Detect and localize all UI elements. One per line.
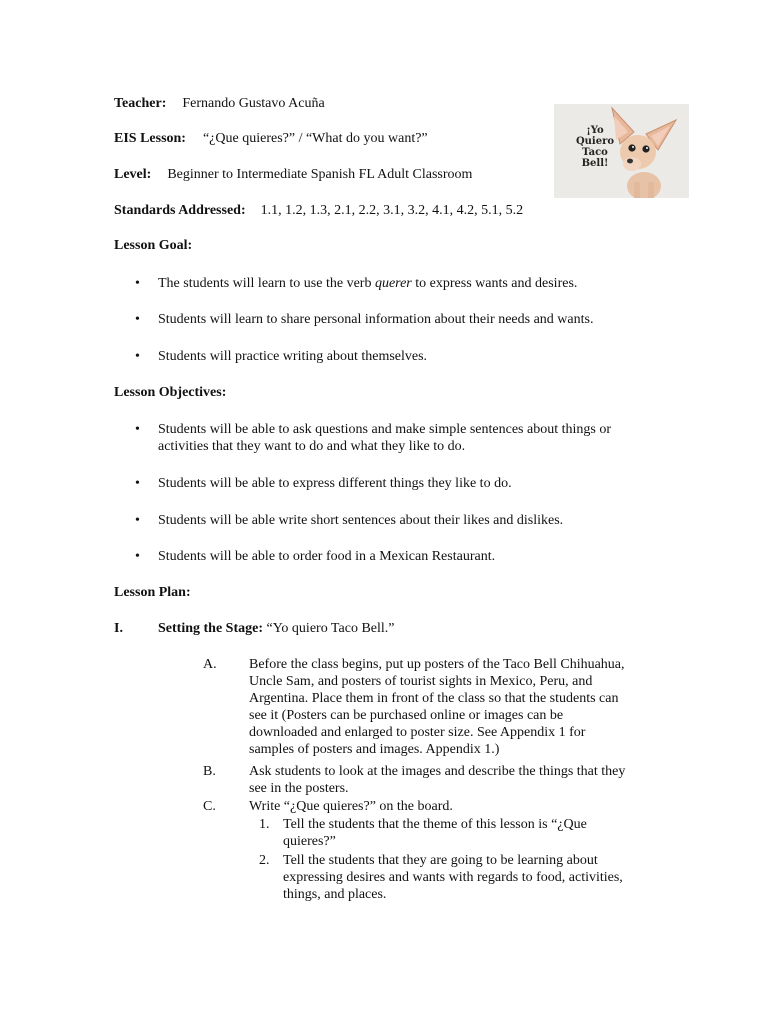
lesson-goal-heading: Lesson Goal: <box>114 238 193 253</box>
lesson-objectives-heading: Lesson Objectives: <box>114 385 227 400</box>
subitem-2-marker: 2. <box>259 853 270 868</box>
subitem-1-marker: 1. <box>259 817 270 832</box>
chihuahua-dog-icon <box>554 104 689 198</box>
goal-item-1: The students will learn to use the verb querer to express wants and desires. <box>158 276 578 291</box>
bullet-marker: • <box>135 476 140 491</box>
bullet-marker: • <box>135 312 140 327</box>
item-a-marker: A. <box>203 657 217 672</box>
bullet-marker: • <box>135 422 140 437</box>
subitem-1-text: Tell the students that the theme of this lesson is “¿Que quieres?” <box>283 817 587 849</box>
bullet-marker: • <box>135 513 140 528</box>
teacher-label: Teacher: <box>114 96 167 111</box>
objective-item-2: Students will be able to express different things they like to do. <box>158 476 512 491</box>
teacher-value: Fernando Gustavo Acuña <box>182 96 325 111</box>
image-caption: ¡Yo Quiero Taco Bell! <box>575 125 615 169</box>
eis-lesson-label: EIS Lesson: <box>114 131 186 146</box>
querer-verb: querer <box>374 276 412 291</box>
goal-item-3: Students will practice writing about themselves. <box>158 349 428 364</box>
section-number: I. <box>114 621 123 636</box>
teacher-row <box>114 95 325 112</box>
section-value: “Yo quiero Taco Bell.” <box>266 621 395 636</box>
bullet-marker: • <box>135 349 140 364</box>
standards-label: Standards Addressed: <box>114 203 246 218</box>
item-b-marker: B. <box>203 764 216 779</box>
bullet-marker: • <box>135 549 140 564</box>
objective-item-4: Students will be able to order food in a Mexican Restaurant. <box>158 549 496 564</box>
lesson-plan-heading: Lesson Plan: <box>114 585 191 600</box>
goal-item-2: Students will learn to share personal information about their needs and wants. <box>158 312 594 327</box>
eis-lesson-value: “¿Que quieres?” / “What do you want?” <box>202 131 428 146</box>
item-c-marker: C. <box>203 799 216 814</box>
subitem-2-text: Tell the students that they are going to be learning about expressing desires and wants with regards to food, activities, things, and places. <box>283 853 623 902</box>
section-label: Setting the Stage: <box>158 621 263 636</box>
objective-item-1: Students will be able to ask questions and make simple sentences about things or activities that they want to do and what they like to do. <box>158 422 611 454</box>
objective-item-3: Students will be able write short sentences about their likes and dislikes. <box>158 513 564 528</box>
item-b-text: Ask students to look at the images and describe the things that they see in the posters. <box>249 764 626 796</box>
bullet-marker: • <box>135 276 140 291</box>
level-row <box>114 166 472 183</box>
standards-row <box>114 202 523 219</box>
level-label: Level: <box>114 167 152 182</box>
eis-lesson-row <box>114 130 428 147</box>
item-c-text: Write “¿Que quieres?” on the board. <box>249 799 453 814</box>
item-a-text: Before the class begins, put up posters of the Taco Bell Chihuahua, Uncle Sam, and posters of tourist sights in Mexico, Peru, and Argentina. Place them in front of the class so that the students can see it (Posters can be purchased online or images can be downloaded and enlarged to poster size. See Appendix 1 for samples of posters and images. Appendix 1.) <box>249 657 625 757</box>
level-value: Beginner to Intermediate Spanish FL Adult Classroom <box>167 167 473 182</box>
chihuahua-image <box>554 104 689 198</box>
section-title <box>158 620 394 637</box>
standards-value: 1.1, 1.2, 1.3, 2.1, 2.2, 3.1, 3.2, 4.1, 4.2, 5.1, 5.2 <box>260 203 524 218</box>
